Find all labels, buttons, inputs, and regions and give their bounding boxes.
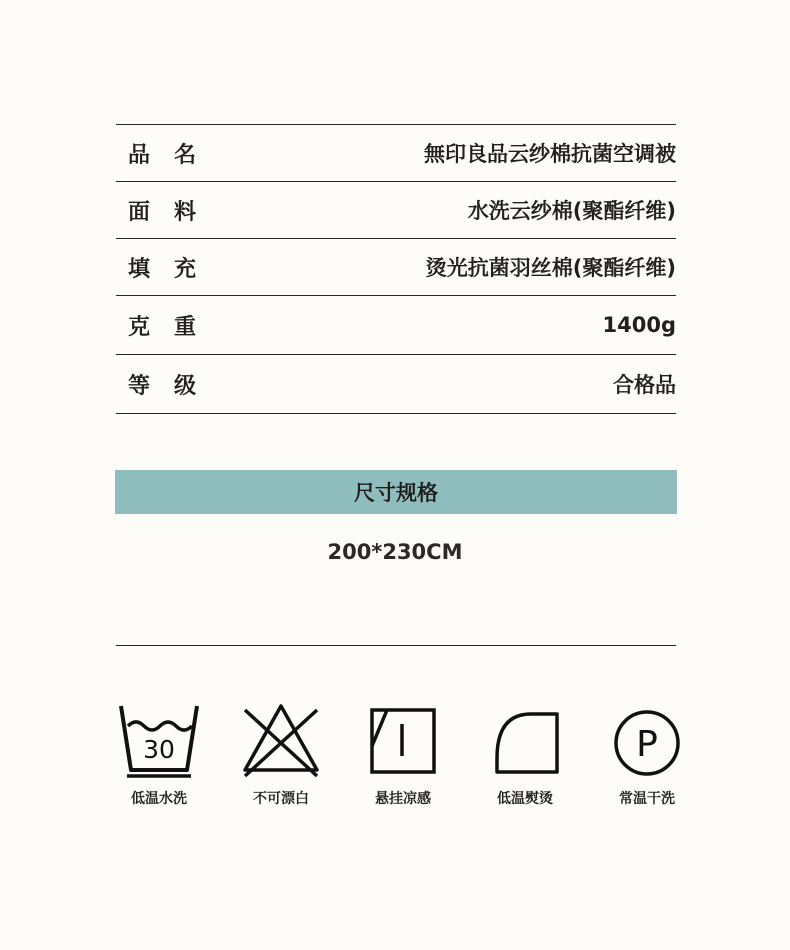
spec-row-name xyxy=(116,125,676,181)
spec-label xyxy=(116,195,197,226)
spec-row-fabric xyxy=(116,182,676,238)
care-item-iron xyxy=(470,700,580,808)
dry-clean-letter: P xyxy=(636,724,658,765)
care-label: 不可漂白 xyxy=(253,791,309,807)
wash-temperature: 30 xyxy=(143,735,175,764)
spec-row-weight xyxy=(116,296,676,354)
spec-value: 水洗云纱棉(聚酯纤维) xyxy=(467,199,676,223)
no-bleach-icon xyxy=(239,700,323,780)
spec-value: 1400g xyxy=(602,313,676,337)
care-label: 低温水洗 xyxy=(131,791,187,807)
wash-30-icon xyxy=(117,700,201,780)
spec-value: 無印良品云纱棉抗菌空调被 xyxy=(424,142,676,166)
size-heading: 尺寸规格 xyxy=(354,481,438,505)
divider xyxy=(116,413,676,414)
care-item-dryclean xyxy=(592,700,702,808)
spec-label-char: 重 xyxy=(173,314,196,340)
care-label: 低温熨烫 xyxy=(497,791,553,807)
spec-label-char: 等 xyxy=(127,373,150,399)
spec-row-grade xyxy=(116,355,676,413)
care-item-dry xyxy=(348,700,458,808)
spec-row-filling xyxy=(116,239,676,295)
spec-label-char: 品 xyxy=(127,142,150,168)
spec-value: 合格品 xyxy=(613,373,676,397)
divider xyxy=(116,645,676,646)
spec-label xyxy=(116,310,197,341)
low-iron-icon xyxy=(483,700,567,780)
line-dry-icon xyxy=(361,700,445,780)
spec-label-char: 级 xyxy=(173,373,196,399)
care-item-bleach xyxy=(226,700,336,808)
spec-label xyxy=(116,252,197,283)
care-item-wash xyxy=(104,700,214,808)
spec-label-char: 克 xyxy=(127,314,150,340)
spec-label xyxy=(116,138,197,169)
spec-label-char: 面 xyxy=(127,199,150,225)
spec-label-char: 名 xyxy=(173,142,196,168)
size-value: 200*230CM xyxy=(327,540,463,564)
spec-value: 烫光抗菌羽丝棉(聚酯纤维) xyxy=(425,256,676,280)
dry-clean-p-icon xyxy=(605,700,689,780)
care-label: 悬挂凉感 xyxy=(375,791,431,807)
spec-label-char: 料 xyxy=(173,199,196,225)
spec-label xyxy=(116,369,197,400)
size-heading-bar xyxy=(115,470,677,514)
spec-label-char: 填 xyxy=(127,256,150,282)
spec-table xyxy=(116,124,676,414)
spec-label-char: 充 xyxy=(173,256,196,282)
care-label: 常温干洗 xyxy=(619,791,675,807)
